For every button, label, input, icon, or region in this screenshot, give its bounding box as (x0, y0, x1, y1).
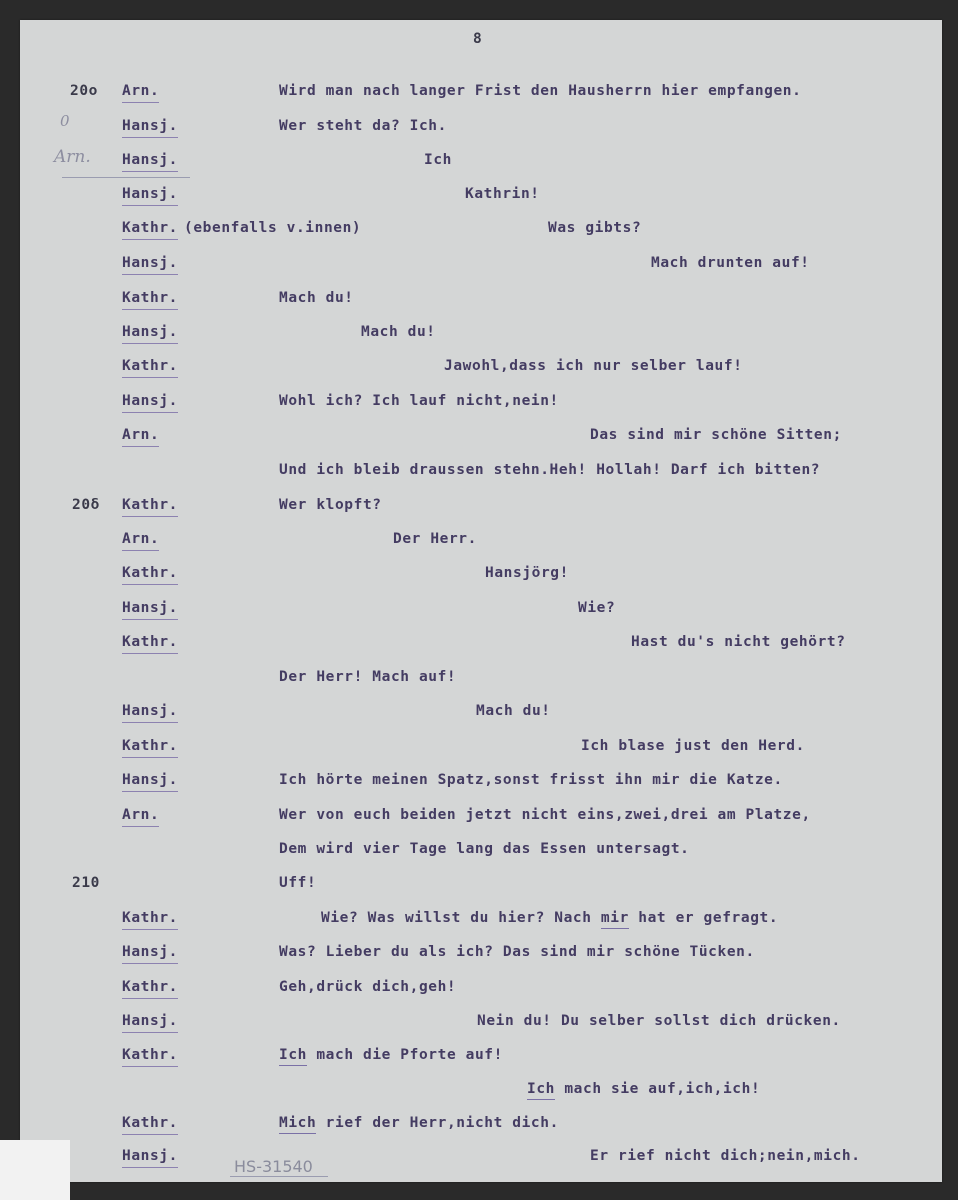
dialogue-line (321, 910, 778, 926)
dialogue-line: Nein du! Du selber sollst dich drücken. (477, 1013, 841, 1029)
dialogue-line: Kathrin! (465, 186, 540, 202)
margin-pencil-stroke (62, 177, 190, 178)
speaker-label: Hansj. (122, 255, 178, 275)
line-number-200: 20o (70, 83, 98, 99)
dialogue-line: Mach du! (476, 703, 551, 719)
dialogue-line: Dem wird vier Tage lang das Essen untersagt. (279, 841, 690, 857)
speaker-label: Kathr. (122, 979, 178, 999)
speaker-label: Arn. (122, 83, 159, 103)
dialogue-line (527, 1081, 760, 1097)
signature-underline (230, 1176, 328, 1177)
dialogue-line: Ich hörte meinen Spatz,sonst frisst ihn mir die Katze. (279, 772, 783, 788)
dialogue-line: Der Herr! Mach auf! (279, 669, 457, 685)
speaker-label: Hansj. (122, 944, 178, 964)
dialogue-text: mach sie auf,ich,ich! (564, 1081, 761, 1097)
dialogue-line: Und ich bleib draussen stehn.Heh! Hollah! Darf ich bitten? (279, 462, 821, 478)
emphasis-underlined: Mich (279, 1115, 316, 1134)
line-number-210: 210 (72, 875, 100, 891)
dialogue-line: Wer steht da? Ich. (279, 118, 447, 134)
speaker-label: Kathr. (122, 1047, 178, 1067)
dialogue-line: Das sind mir schöne Sitten; (590, 427, 842, 443)
dialogue-text: hat er gefragt. (638, 910, 779, 926)
speaker-label: Hansj. (122, 703, 178, 723)
dialogue-line: Hast du's nicht gehört? (631, 634, 846, 650)
dialogue-text: Wie? Was willst du hier? Nach (321, 910, 592, 926)
speaker-label: Kathr. (122, 565, 178, 585)
speaker-label: Kathr. (122, 358, 178, 378)
emphasis-underlined: Ich (279, 1047, 307, 1066)
line-number-205: 20δ (72, 497, 100, 513)
emphasis-underlined: mir (601, 910, 629, 929)
page-number: 8 (473, 31, 483, 47)
dialogue-line (279, 1115, 559, 1131)
dialogue-line: Mach du! (361, 324, 436, 340)
dialogue-line: Wohl ich? Ich lauf nicht,nein! (279, 393, 559, 409)
emphasis-underlined: Ich (527, 1081, 555, 1100)
dialogue-line: Hansjörg! (485, 565, 569, 581)
dialogue-line: Wie? (578, 600, 616, 616)
speaker-label: Arn. (122, 807, 159, 827)
dialogue-line: Wird man nach langer Frist den Hausherrn hier empfangen. (279, 83, 802, 99)
dialogue-line: Wer von euch beiden jetzt nicht eins,zwei,drei am Platze, (279, 807, 811, 823)
speaker-label: Hansj. (122, 118, 178, 138)
dialogue-line: Mach du! (279, 290, 354, 306)
dialogue-line: Uff! (279, 875, 317, 891)
margin-note-arn: Arn. (54, 147, 91, 167)
speaker-label: Arn. (122, 531, 159, 551)
speaker-label: Hansj. (122, 393, 178, 413)
speaker-label: Kathr. (122, 497, 178, 517)
archive-signature: HS-31540 (234, 1157, 313, 1176)
dialogue-line: Was? Lieber du als ich? Das sind mir schöne Tücken. (279, 944, 755, 960)
speaker-label: Arn. (122, 427, 159, 447)
dialogue-text: rief der Herr,nicht dich. (325, 1115, 559, 1131)
speaker-label: Kathr. (122, 1115, 178, 1135)
stage-direction: (ebenfalls v.innen) (184, 220, 362, 236)
speaker-label: Hansj. (122, 600, 178, 620)
speaker-label: Kathr. (122, 290, 178, 310)
speaker-label: Hansj. (122, 324, 178, 344)
margin-note-mark: 0 (60, 112, 70, 130)
dialogue-line: Er rief nicht dich;nein,mich. (590, 1148, 861, 1164)
dialogue-line: Was gibts? (548, 220, 642, 236)
dialogue-line: Wer klopft? (279, 497, 382, 513)
paper-corner (0, 1140, 70, 1200)
dialogue-line: Geh,drück dich,geh! (279, 979, 457, 995)
dialogue-line: Mach drunten auf! (651, 255, 810, 271)
dialogue-line: Jawohl,dass ich nur selber lauf! (444, 358, 743, 374)
speaker-label: Hansj. (122, 1148, 178, 1168)
speaker-label: Kathr. (122, 220, 178, 240)
dialogue-text: mach die Pforte auf! (316, 1047, 503, 1063)
speaker-label: Hansj. (122, 152, 178, 172)
speaker-label: Hansj. (122, 772, 178, 792)
speaker-label: Hansj. (122, 1013, 178, 1033)
dialogue-line (279, 1047, 503, 1063)
dialogue-line: Ich (424, 152, 452, 168)
dialogue-line: Ich blase just den Herd. (581, 738, 805, 754)
speaker-label: Hansj. (122, 186, 178, 206)
speaker-label: Kathr. (122, 738, 178, 758)
speaker-label: Kathr. (122, 634, 178, 654)
speaker-label: Kathr. (122, 910, 178, 930)
dialogue-line: Der Herr. (393, 531, 477, 547)
